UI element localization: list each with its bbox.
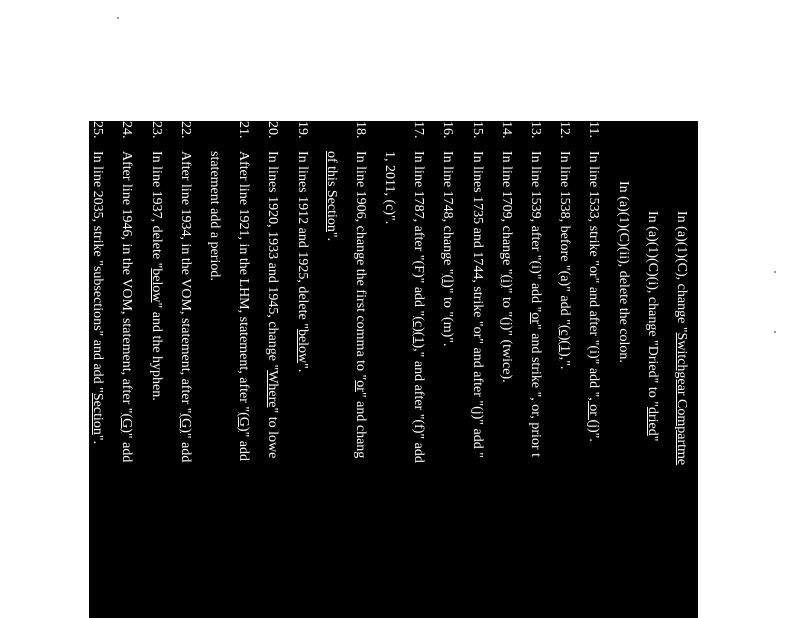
item-number: 15.	[469, 121, 485, 139]
amendment-line	[375, 121, 404, 618]
amendment-line	[25, 121, 54, 618]
text-segment: " add	[119, 432, 135, 463]
amendment-line	[579, 121, 608, 618]
text-segment: " add	[236, 431, 252, 462]
amendment-line	[171, 121, 200, 618]
item-number: 22.	[177, 121, 193, 139]
inserted-text: or	[352, 380, 368, 392]
text-segment: In line 1748, change "	[440, 151, 456, 275]
amendment-line	[200, 121, 229, 618]
inserted-text: subsections	[31, 274, 47, 340]
amendment-text	[667, 211, 696, 465]
text-segment: " and strike ", or, prior t	[528, 324, 544, 457]
amendment-line	[463, 121, 492, 618]
text-segment: In line 2035, strike "subsections" and add "	[90, 151, 106, 393]
item-number: 11.	[586, 121, 602, 138]
inserted-text: or	[528, 312, 544, 325]
item-number: 26.	[61, 121, 77, 139]
item-number: 17.	[411, 121, 427, 139]
inserted-text: (c)(1),	[557, 324, 573, 361]
text-segment: 1, 2011, (c)".	[382, 151, 398, 225]
text-segment: " to "	[31, 339, 47, 369]
text-segment: " and chang	[352, 391, 368, 459]
text-segment: After line 1921, in the LHM, statement, after "	[236, 151, 252, 413]
amendment-text	[287, 151, 316, 372]
amendment-text	[229, 151, 258, 461]
text-segment: In (a)(1)(C)(i), change "Dried" to "	[644, 211, 660, 407]
text-segment: ".	[557, 360, 573, 370]
amendment-text	[171, 151, 200, 462]
item-number: 20.	[265, 121, 281, 139]
amendment-line	[433, 121, 462, 618]
amendment-line	[112, 121, 141, 618]
amendment-text	[54, 151, 83, 389]
item-number: 27.	[31, 121, 47, 139]
inserted-text: (G)	[119, 413, 135, 433]
amendment-text	[608, 181, 637, 363]
inserted-text: below	[294, 328, 310, 364]
item-number: 21.	[236, 121, 252, 139]
text-segment: After line 1946, in the VOM, statement, after "	[119, 151, 135, 414]
amendment-text	[141, 151, 170, 401]
item-number: 25.	[90, 121, 106, 139]
text-segment: ".	[586, 432, 602, 442]
amendment-text	[258, 151, 287, 458]
item-number: 12.	[557, 121, 573, 139]
text-segment: In line 1787, after "(F)" add "	[411, 151, 427, 317]
item-number: 18.	[352, 121, 368, 139]
inserted-text: Section	[31, 368, 47, 411]
item-number: 16.	[440, 121, 456, 139]
amendment-line	[141, 121, 170, 618]
amendment-line	[550, 121, 579, 618]
amendment-line	[83, 121, 112, 618]
amendment-text	[200, 151, 229, 281]
text-segment: " to lowe	[265, 407, 281, 459]
amendment-line	[346, 121, 375, 618]
inserted-text: Switchgear Compartme	[674, 332, 689, 466]
text-segment: In lines 1912 and 1925, delete "	[294, 151, 310, 329]
amendment-text	[404, 151, 433, 463]
amendment-text	[492, 151, 521, 383]
text-segment: ".	[90, 434, 106, 445]
item-number: 14.	[498, 121, 514, 139]
inserted-text: (i)	[498, 274, 514, 288]
text-segment: " and the hyphen.	[148, 302, 164, 401]
amendment-text	[638, 211, 667, 441]
text-segment: " add	[177, 432, 193, 463]
scan-speck	[774, 331, 776, 333]
text-segment: In line 1709, change "	[498, 151, 514, 275]
text-segment: In line 1538, before "(a)" add "	[557, 151, 573, 325]
text-segment: In lines 1920, 1933 and 1945, change "	[265, 151, 281, 371]
inserted-text: , or (j)	[586, 397, 602, 433]
amendment-text	[462, 151, 491, 458]
amendment-text	[25, 151, 54, 420]
item-number: 19.	[294, 121, 310, 139]
text-segment: In (a)(1)(C), change "	[674, 211, 689, 333]
text-segment: " to "(j)" (twice).	[498, 287, 514, 383]
item-number: 13.	[528, 121, 544, 139]
amendment-text	[375, 151, 404, 224]
amendment-line	[317, 121, 346, 618]
scanned-document-page	[31, 121, 698, 618]
inserted-text: of this Section	[323, 151, 339, 232]
amendment-line	[608, 121, 637, 618]
inserted-text: (G)	[177, 413, 193, 433]
amendment-line	[258, 121, 287, 618]
inserted-text: dried	[644, 406, 660, 436]
text-segment: In line 2043, change "	[31, 151, 47, 275]
text-segment: ".	[61, 379, 77, 389]
inserted-text: 12	[61, 365, 77, 380]
amendment-text	[550, 151, 579, 369]
amendment-line	[492, 121, 521, 618]
amendment-line	[638, 121, 667, 618]
text-segment: In line 1906, change the first comma to "	[352, 151, 368, 381]
amendment-line	[54, 121, 83, 618]
amendment-text	[317, 151, 346, 241]
scan-speck	[117, 17, 119, 19]
text-segment: ".	[294, 363, 310, 373]
amendment-line	[521, 121, 550, 618]
amendment-text	[521, 151, 550, 457]
scan-speck	[774, 271, 776, 273]
amendment-text	[433, 151, 462, 346]
text-segment: "	[644, 435, 660, 442]
amendment-line	[287, 121, 316, 618]
text-segment: In line 2038, strike "twelve" and add "	[61, 151, 77, 366]
text-segment: " to "(m)".	[440, 287, 456, 347]
text-segment: statement add a period.	[207, 151, 222, 281]
amendment-list	[31, 121, 698, 618]
text-segment: In line 1539, after "(i)" add "	[528, 151, 544, 313]
amendment-line	[404, 121, 433, 618]
text-segment: ".	[323, 231, 339, 242]
amendment-text	[579, 151, 608, 442]
amendment-line	[667, 121, 696, 618]
inserted-text: Where	[265, 370, 281, 408]
text-segment: ".	[31, 410, 47, 420]
amendment-text	[346, 151, 375, 458]
item-number: 23.	[148, 121, 164, 139]
text-segment: " and after "(f)" add	[411, 351, 427, 463]
text-segment: In lines 1735 and 1744, strike "or" and after "(j)" add "	[469, 151, 485, 458]
inserted-text: (c)(1),	[411, 316, 427, 352]
amendment-text	[112, 151, 141, 462]
amendment-text	[83, 151, 112, 444]
inserted-text: Section	[90, 392, 106, 435]
inserted-text: (l)	[440, 274, 456, 288]
inserted-text: below	[148, 268, 164, 303]
amendment-line	[229, 121, 258, 618]
text-segment: In line 1533, strike "or" and after "(i)" add "	[586, 151, 602, 398]
inserted-text: (G)	[236, 412, 252, 432]
text-segment: After line 1934, in the VOM, statement, after "	[177, 151, 193, 414]
text-segment: In (a)(1)(C)(ii), delete the colon.	[615, 181, 631, 363]
item-number: 24.	[119, 121, 135, 139]
text-segment: In line 1937, delete "	[148, 151, 164, 269]
